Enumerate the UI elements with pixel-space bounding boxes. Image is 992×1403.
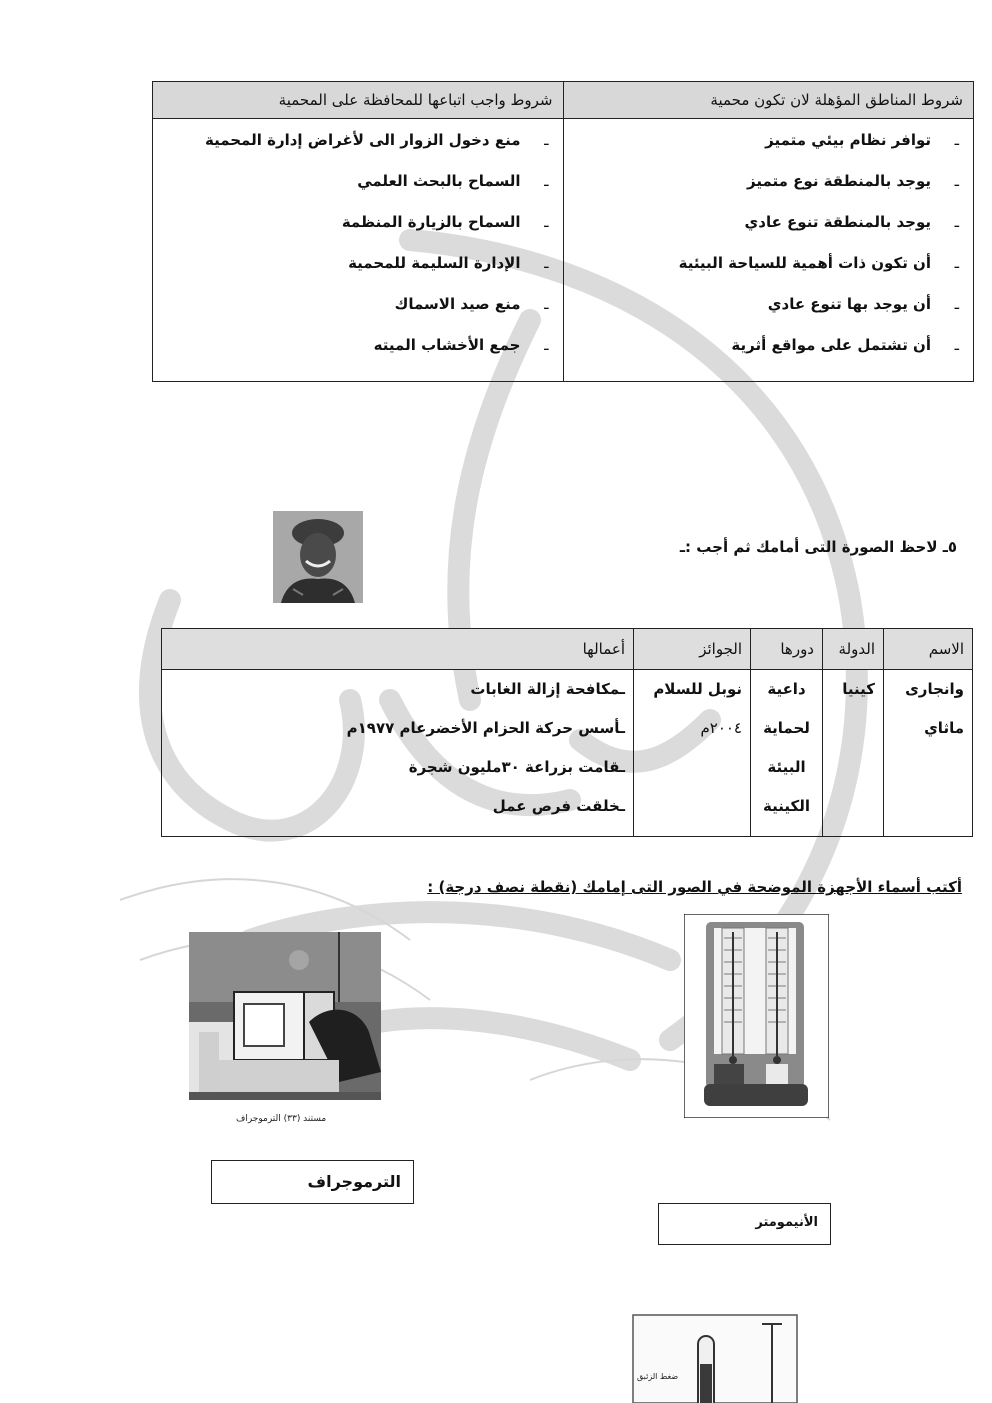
answer-box-anemometer[interactable]: الأنيمومتر [658,1203,831,1245]
header-role: دورها [751,629,823,670]
role-cell: داعية لحماية البيئة الكينية [751,670,823,837]
question-5-prompt: ٥ـ لاحظ الصورة التى أمامك ثم أجب :ـ [679,538,957,556]
instruction-heading: أكتب أسماء الأجهزة الموضحة في الصور التى إمامك (نقطة نصف درجة) : [427,878,962,896]
hygrometer-photo [684,914,829,1118]
thermograph-caption: مستند (٣٣) الترموجراف [236,1114,327,1124]
list-item: ـ منع صيد الاسماك [394,295,549,313]
mercury-pressure-label: ضغط الزئبق [637,1372,679,1381]
list-item: ـ السماح بالبحث العلمي [357,172,549,190]
list-item: ـ أن يوجد بها تنوع عادي [767,295,959,313]
list-item: ـ السماح بالزيارة المنظمة [341,213,549,231]
header-name: الاسم [884,629,973,670]
conservation-rules-list [167,125,549,371]
list-item: ـ جمع الأخشاب الميته [373,336,549,354]
list-item: ـ منع دخول الزوار الى لأغراض إدارة المحمية [204,131,549,149]
header-works: أعمالها [162,629,634,670]
header-country: الدولة [823,629,884,670]
portrait-photo [273,511,363,603]
conservation-rules-cell [153,119,564,382]
list-item: ـ توافر نظام بيئي متميز [765,131,959,149]
list-item: ـ الإدارة السليمة للمحمية [348,254,549,272]
list-item: ـ يوجد بالمنطقة نوع متميز [747,172,959,190]
list-item: ـ يوجد بالمنطقة تنوع عادي [744,213,959,231]
qualified-areas-list [578,125,960,371]
list-item: ـ أن تكون ذات أهمية للسياحة البيئية [678,254,959,272]
header-qualified-areas: شروط المناطق المؤهلة لان تكون محمية [563,82,974,119]
country-cell: كينيا [823,670,884,837]
qualified-areas-cell [563,119,974,382]
protected-areas-table [152,81,974,382]
barometer-diagram [632,1314,798,1403]
awards-cell: نوبل للسلام ٢٠٠٤م [634,670,751,837]
wangari-maathai-table [161,628,973,837]
header-awards: الجوائز [634,629,751,670]
works-cell: ـمكافحة إزالة الغابات ـأسس حركة الحزام الأخضرعام ١٩٧٧م ـقامت بزراعة ٣٠مليون شجرة ـخلقت فرص عمل [162,670,634,837]
answer-box-thermograph[interactable]: الترموجراف [211,1160,414,1204]
table-row [162,670,973,837]
thermograph-photo [189,932,381,1113]
header-conservation-rules: شروط واجب اتباعها للمحافظة على المحمية [153,82,564,119]
list-item: ـ أن تشتمل على مواقع أثرية [731,336,959,354]
name-cell: وانجارى ماثاي [884,670,973,837]
